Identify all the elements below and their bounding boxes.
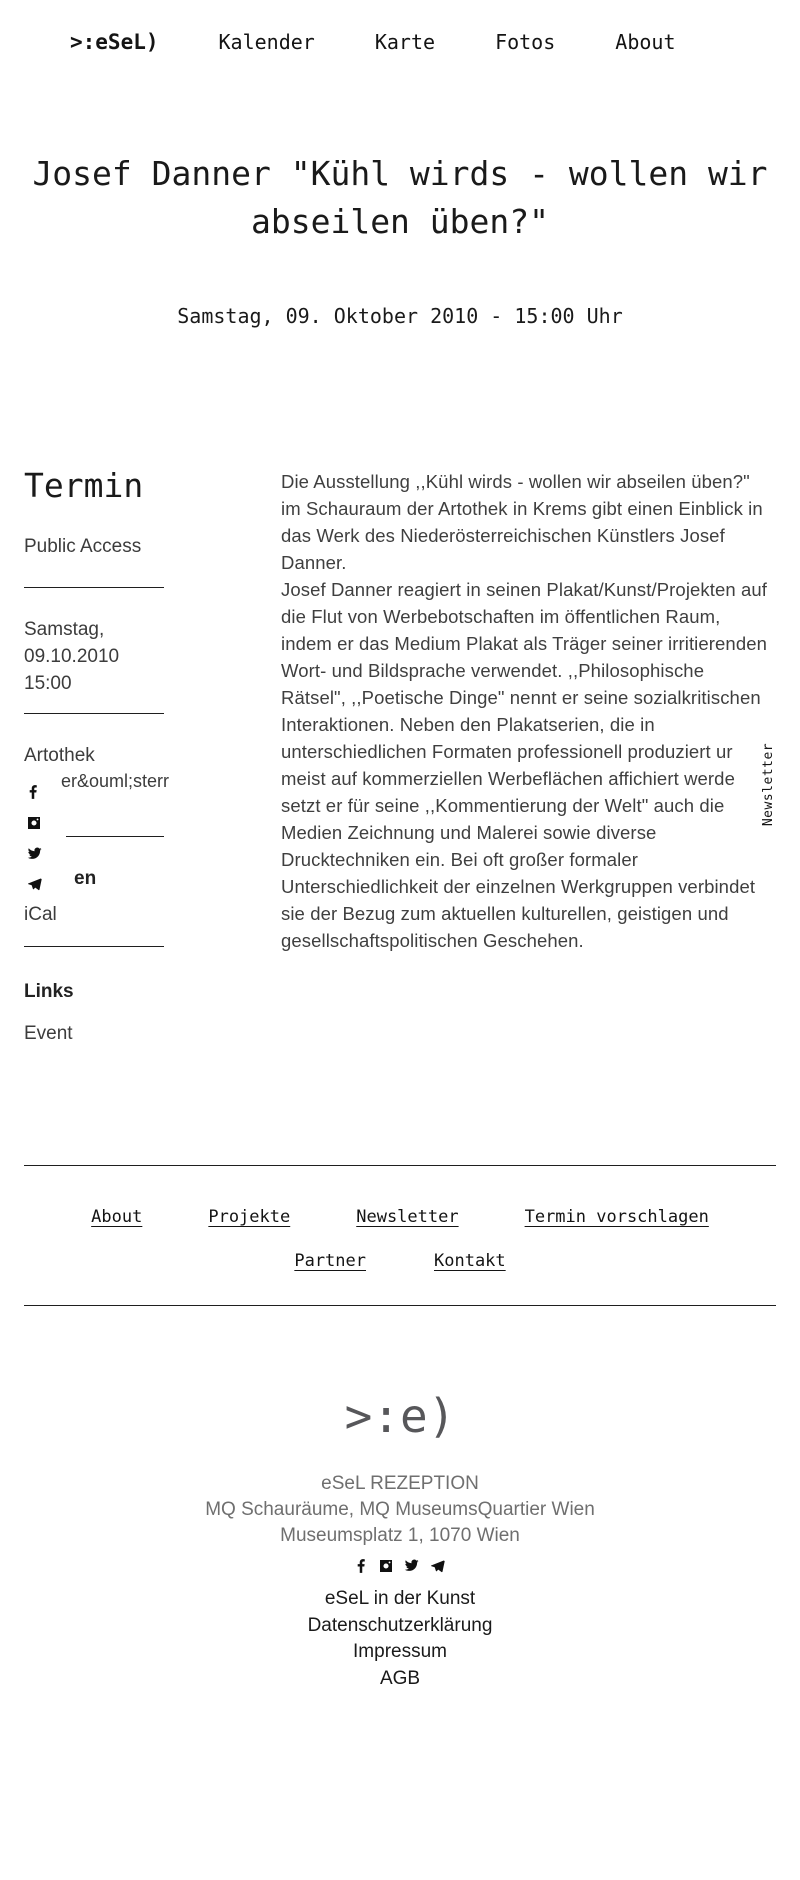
description-line: Drucktechniken ein. Bei oft großer formaler bbox=[281, 849, 638, 870]
divider bbox=[24, 713, 164, 714]
sidebar-heading: Termin bbox=[24, 466, 144, 505]
description-line: Die Ausstellung ,,Kühl wirds - wollen wir abseilen üben?" bbox=[281, 471, 750, 492]
nav-item-kalender[interactable]: Kalender bbox=[218, 30, 315, 54]
footer-links bbox=[0, 1586, 800, 1692]
description-line: Wort- und Bildsprache verwendet. ,,Philosophische bbox=[281, 660, 705, 681]
description-line: Josef Danner reagiert in seinen Plakat/Kunst/Projekten auf bbox=[281, 579, 768, 600]
footer-nav-newsletter[interactable]: Newsletter bbox=[356, 1207, 459, 1227]
footer-link-esel-in-der-kunst[interactable]: eSeL in der Kunst bbox=[324, 1588, 476, 1609]
description-line: gesellschaftspolitischen Geschehen. bbox=[281, 930, 584, 951]
newsletter-tab[interactable] bbox=[752, 740, 786, 828]
newsletter-tab-label: Newsletter bbox=[761, 742, 777, 826]
footer-address-line-2: Museumsplatz 1, 1070 Wien bbox=[280, 1525, 520, 1546]
sidebar-date-time: 09.10.2010 15:00 bbox=[24, 646, 120, 694]
description-line: unterschiedlichen Formaten professionell produziert ur bbox=[281, 741, 733, 762]
venue-region-fragment: er&ouml;sterr bbox=[61, 771, 170, 791]
description-line: Medien Zeichnung und Malerei sowie diverse bbox=[281, 822, 657, 843]
footer-nav-projekte[interactable]: Projekte bbox=[208, 1207, 291, 1227]
description-line: setzt er für seine ,,Kommentierung der Welt" auch die bbox=[281, 795, 725, 816]
sidebar-date-day: Samstag, bbox=[24, 619, 105, 640]
sidebar-date bbox=[24, 616, 164, 697]
footer-nav-partner[interactable]: Partner bbox=[294, 1251, 366, 1271]
description-line: Unterschiedlichkeit der einzelnen Werkgruppen verbindet bbox=[281, 876, 756, 897]
venue-block bbox=[24, 745, 170, 946]
page-title: Josef Danner "Kühl wirds - wollen wir abseilen üben?" bbox=[32, 154, 768, 241]
footer-nav-row-1 bbox=[0, 1206, 800, 1228]
footer-nav-kontakt[interactable]: Kontakt bbox=[434, 1251, 506, 1271]
description-line: sie der Bezug zum aktuellen kulturellen, geistigen und bbox=[281, 903, 729, 924]
telegram-icon[interactable] bbox=[429, 1558, 446, 1574]
ical-link[interactable]: iCal bbox=[24, 904, 57, 925]
instagram-icon[interactable] bbox=[26, 815, 43, 831]
event-sidebar bbox=[24, 466, 170, 1047]
facebook-icon[interactable] bbox=[354, 1558, 369, 1574]
facebook-icon[interactable] bbox=[26, 784, 43, 800]
divider bbox=[24, 1165, 776, 1166]
footer-social-icons bbox=[0, 1558, 800, 1574]
divider bbox=[24, 587, 164, 588]
instagram-icon[interactable] bbox=[378, 1558, 394, 1574]
footer-address bbox=[0, 1471, 800, 1549]
description-line: im Schauraum der Artothek in Krems gibt einen Einblick in bbox=[281, 498, 763, 519]
content bbox=[0, 468, 800, 1047]
twitter-icon[interactable] bbox=[26, 846, 43, 861]
footer-nav-about[interactable]: About bbox=[91, 1207, 143, 1227]
nav-item-karte[interactable]: Karte bbox=[374, 30, 436, 54]
footer-address-line-1: MQ Schauräume, MQ MuseumsQuartier Wien bbox=[205, 1499, 595, 1520]
description-line: Rätsel", ,,Poetische Dinge" nennt er seine sozialkritischen bbox=[281, 687, 761, 708]
top-nav bbox=[0, 0, 800, 54]
divider bbox=[66, 836, 164, 837]
venue-name[interactable]: Artothek bbox=[24, 745, 95, 766]
telegram-icon[interactable] bbox=[26, 876, 43, 892]
nav-item-about[interactable]: About bbox=[615, 30, 676, 54]
footer-link-impressum[interactable]: Impressum bbox=[353, 1641, 447, 1662]
description-line: die Flut von Werbebotschaften im öffentlichen Raum, bbox=[281, 606, 721, 627]
divider bbox=[24, 1305, 776, 1306]
description-line: meist auf kommerziellen Werbeflächen affichiert werde bbox=[281, 768, 735, 789]
event-link[interactable]: Event bbox=[24, 1023, 73, 1044]
event-category-link[interactable]: Public Access bbox=[24, 536, 142, 557]
footer-nav-row-2 bbox=[0, 1250, 800, 1272]
description-line: das Werk des Niederösterreichischen Künstlers Josef bbox=[281, 525, 725, 546]
share-widget bbox=[26, 784, 43, 892]
site-logo[interactable]: >:eSeL) bbox=[70, 30, 159, 54]
event-datetime: Samstag, 09. Oktober 2010 - 15:00 Uhr bbox=[177, 304, 623, 328]
links-heading: Links bbox=[24, 981, 74, 1002]
map-link-fragment[interactable]: en bbox=[74, 868, 97, 889]
footer-link-datenschutz[interactable]: Datenschutzerklärung bbox=[307, 1614, 493, 1636]
divider bbox=[24, 946, 164, 947]
event-description bbox=[281, 468, 773, 1047]
footer-nav-termin-vorschlagen[interactable]: Termin vorschlagen bbox=[524, 1207, 709, 1227]
description-line: Danner. bbox=[281, 552, 347, 573]
footer bbox=[0, 1165, 800, 1692]
footer-org: eSeL REZEPTION bbox=[321, 1473, 479, 1494]
description-line: indem er das Medium Plakat als Träger seiner irritierenden bbox=[281, 633, 767, 654]
footer-link-agb[interactable]: AGB bbox=[379, 1667, 421, 1689]
footer-logo[interactable]: >:e) bbox=[344, 1389, 456, 1443]
nav-item-fotos[interactable]: Fotos bbox=[495, 30, 556, 54]
twitter-icon[interactable] bbox=[403, 1558, 420, 1574]
description-line: Interaktionen. Neben den Plakatserien, die in bbox=[281, 714, 655, 735]
